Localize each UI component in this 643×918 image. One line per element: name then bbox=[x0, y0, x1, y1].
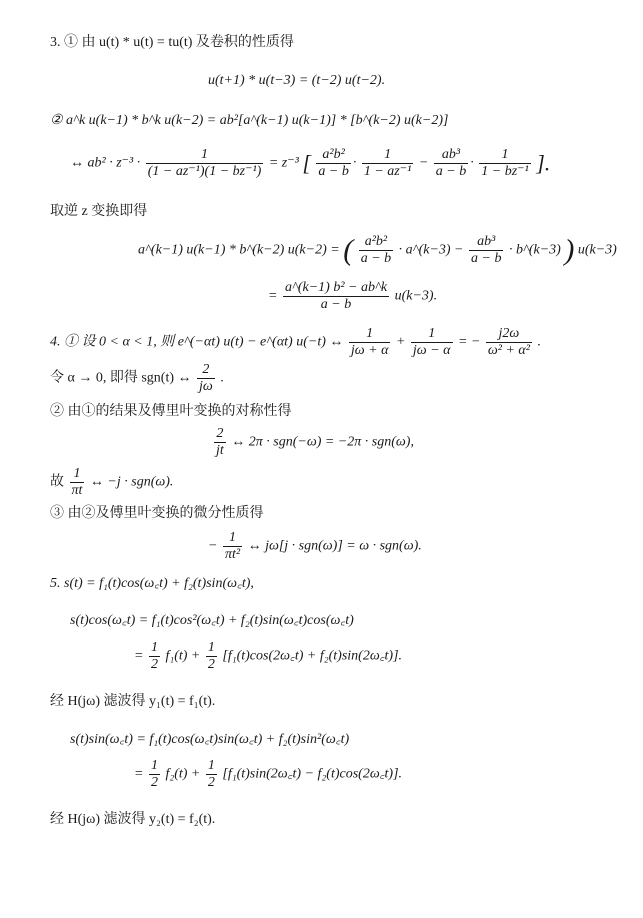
p4-l1-left: 4. ① 设 0 < α < 1, 则 e^(−αt) u(t) − e^(αt) u(−t) ↔ bbox=[50, 334, 344, 350]
p5-l3-mid: f₁(t) + bbox=[165, 648, 201, 664]
p5-l6-right: [f₁(t)sin(2ω꜀t) − f₂(t)cos(2ω꜀t)]. bbox=[222, 766, 403, 782]
denominator: 2 bbox=[207, 775, 215, 790]
p5-l3-right: [f₁(t)cos(2ω꜀t) + f₂(t)sin(2ω꜀t)]. bbox=[222, 648, 403, 664]
p4-line7 bbox=[208, 530, 422, 563]
p4-l2-frac bbox=[197, 362, 215, 395]
denominator: a − b bbox=[471, 251, 502, 266]
numerator: 1 bbox=[229, 530, 236, 545]
p4-l4-frac bbox=[214, 426, 226, 459]
p4-l7-right: ↔ jω[j · sgn(ω)] = ω · sgn(ω). bbox=[247, 538, 422, 554]
p3-l6-frac bbox=[283, 280, 389, 313]
denominator: πt² bbox=[224, 547, 241, 562]
p4-line3: ② 由①的结果及傅里叶变换的对称性得 bbox=[50, 404, 292, 419]
numerator: 1 bbox=[201, 147, 209, 162]
p5-l6-mid: f₂(t) + bbox=[165, 766, 201, 782]
p5-line1: 5. s(t) = f₁(t)cos(ω꜀t) + f₂(t)sin(ω꜀t), bbox=[50, 576, 254, 591]
p4-l2-end: . bbox=[220, 370, 224, 386]
numerator: 1 bbox=[501, 147, 509, 162]
p5-line5: s(t)sin(ω꜀t) = f₁(t)cos(ω꜀t)sin(ω꜀t) + f₂(t)sin²(ω꜀t) bbox=[70, 732, 350, 747]
p3-l3-left: ↔ ab² · z⁻³ · bbox=[70, 155, 141, 171]
denominator: 1 − az⁻¹ bbox=[363, 164, 412, 179]
p5-l3-h1 bbox=[149, 640, 160, 673]
p3-l5-f2 bbox=[469, 234, 503, 267]
numerator: 1 bbox=[384, 147, 392, 162]
paren-close: ) bbox=[564, 233, 575, 267]
numerator: j2ω bbox=[498, 326, 520, 341]
p4-l1-f1 bbox=[349, 326, 391, 359]
p4-l1-f3 bbox=[486, 326, 532, 359]
p3-l3-minus: − bbox=[418, 155, 429, 171]
p3-l5-left: a^(k−1) u(k−1) * b^(k−2) u(k−2) = bbox=[138, 242, 340, 258]
p4-l1-f2 bbox=[411, 326, 453, 359]
p3-line5 bbox=[138, 234, 617, 267]
denominator: a − b bbox=[360, 251, 392, 266]
p5-l3-h2 bbox=[206, 640, 217, 673]
denominator: jt bbox=[216, 443, 224, 458]
denominator: (1 − az⁻¹)(1 − bz⁻¹) bbox=[147, 164, 262, 179]
denominator: jω − α bbox=[412, 343, 451, 358]
p5-l6-eq: = bbox=[134, 766, 144, 782]
p4-line2 bbox=[50, 362, 224, 395]
denominator: 2 bbox=[207, 657, 215, 672]
p5-l3-eq: = bbox=[134, 648, 144, 664]
p4-l2-left: 令 α → 0, 即得 sgn(t) ↔ bbox=[50, 370, 192, 386]
p4-line4 bbox=[212, 426, 414, 459]
p4-l5-right: ↔ −j · sgn(ω). bbox=[89, 474, 174, 490]
p5-line2: s(t)cos(ω꜀t) = f₁(t)cos²(ω꜀t) + f₂(t)sin(ω꜀t)cos(ω꜀t) bbox=[70, 613, 354, 628]
denominator: πt bbox=[71, 483, 83, 498]
p3-l5-mid1: · a^(k−3) − bbox=[398, 242, 464, 258]
p3-l5-f1 bbox=[359, 234, 393, 267]
p4-l1-eq: = − bbox=[458, 334, 481, 350]
numerator: a²b² bbox=[322, 147, 345, 162]
p3-l5-mid2: · b^(k−3) bbox=[508, 242, 561, 258]
denominator: 2 bbox=[150, 775, 158, 790]
denominator: a − b bbox=[318, 164, 349, 179]
p3-l6-eq: = bbox=[268, 288, 278, 304]
p5-line7: 经 H(jω) 滤波得 y₂(t) = f₂(t). bbox=[50, 812, 216, 827]
numerator: 1 bbox=[73, 466, 81, 481]
p3-l3-f2 bbox=[362, 147, 413, 180]
p4-l4-right: ↔ 2π · sgn(−ω) = −2π · sgn(ω), bbox=[231, 434, 414, 450]
p4-line1 bbox=[50, 326, 541, 359]
bracket-close: ]. bbox=[536, 150, 551, 176]
denominator: a − b bbox=[435, 164, 467, 179]
p3-line3: ↔ ab² · z⁻³ · $\frac{1}{\text{(1 − az⁻¹)(1 − bz⁻¹)}}$ = z⁻³ [ $\frac{\text{a²b²}}{a - b}$ · $\frac{1}{\text{1 − az⁻¹}}$ − $\frac{\text{ab³}}{a - b}$ · $\frac{1}{\text{1 − bz⁻¹}}$ ]. bbox=[70, 147, 551, 179]
numerator: 1 bbox=[428, 326, 436, 341]
p3-l6-right: u(k−3). bbox=[394, 288, 438, 304]
p5-l6-h1 bbox=[149, 758, 160, 791]
numerator: 1 bbox=[150, 758, 158, 773]
p3-l3-f1 bbox=[316, 147, 350, 180]
numerator: 1 bbox=[207, 758, 215, 773]
numerator: ab³ bbox=[477, 234, 496, 249]
p3-l3-frac bbox=[146, 147, 264, 180]
p3-line4: 取逆 z 变换即得 bbox=[50, 204, 148, 219]
numerator: 1 bbox=[150, 640, 158, 655]
denominator: jω bbox=[199, 379, 213, 394]
p3-line6 bbox=[268, 280, 437, 313]
p4-l5-frac bbox=[70, 466, 85, 499]
p4-line5 bbox=[50, 466, 173, 499]
numerator: 2 bbox=[216, 426, 224, 441]
p3-l5-right: u(k−3) bbox=[577, 242, 617, 258]
bracket-open: [ bbox=[302, 150, 311, 176]
denominator: jω + α bbox=[350, 343, 389, 358]
denominator: a − b bbox=[283, 296, 389, 313]
p5-line6 bbox=[134, 758, 402, 791]
numerator: a^(k−1) b² − ab^k bbox=[284, 280, 388, 295]
p4-l1-plus: + bbox=[395, 334, 406, 350]
p4-l7-left: − bbox=[208, 538, 218, 554]
p3-l3-mid: = z⁻³ bbox=[268, 155, 299, 171]
numerator: a²b² bbox=[364, 234, 388, 249]
denominator: ω² + α² bbox=[487, 343, 530, 358]
paren-open: ( bbox=[343, 233, 354, 267]
p3-heading: 3. ① 由 u(t) * u(t) = tu(t) 及卷积的性质得 bbox=[50, 35, 294, 50]
numerator: 1 bbox=[366, 326, 374, 341]
denominator: 1 − bz⁻¹ bbox=[481, 164, 529, 179]
numerator: 2 bbox=[202, 362, 210, 377]
p3-l3-f4 bbox=[479, 147, 530, 180]
p3-eq1: u(t+1) * u(t−3) = (t−2) u(t−2). bbox=[208, 73, 386, 88]
denominator: 2 bbox=[150, 657, 158, 672]
p4-l1-end: . bbox=[537, 334, 541, 350]
numerator: ab³ bbox=[441, 147, 461, 162]
p4-l5-left: 故 bbox=[50, 474, 64, 490]
numerator: 1 bbox=[207, 640, 215, 655]
p5-l6-h2 bbox=[206, 758, 217, 791]
p5-line3 bbox=[134, 640, 402, 673]
p5-line4: 经 H(jω) 滤波得 y₁(t) = f₁(t). bbox=[50, 694, 216, 709]
p3-l3-f3 bbox=[434, 147, 468, 180]
p4-l7-frac bbox=[223, 530, 242, 563]
p4-line6: ③ 由②及傅里叶变换的微分性质得 bbox=[50, 506, 264, 521]
p3-line2: ② a^k u(k−1) * b^k u(k−2) = ab²[a^(k−1) u(k−1)] * [b^(k−2) u(k−2)] bbox=[50, 113, 449, 128]
